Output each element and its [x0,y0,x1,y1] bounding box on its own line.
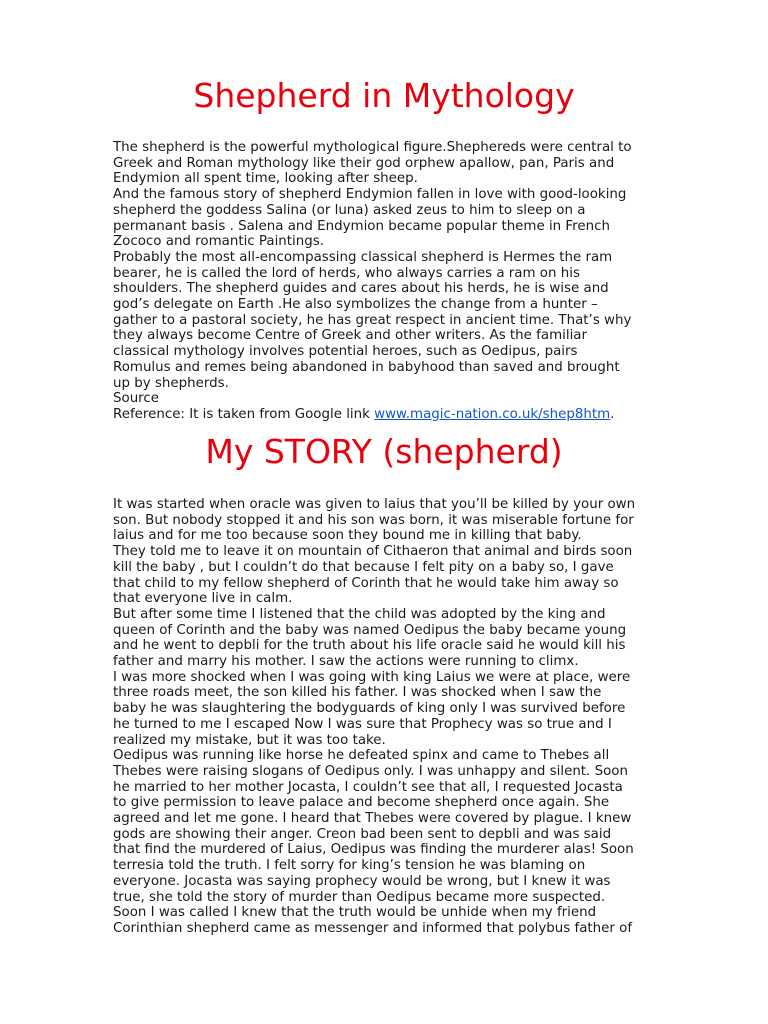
text-line: The shepherd is the powerful mythological figure.Shephereds were central to [113,140,632,155]
text-line: But after some time I listened that the child was adopted by the king and [113,606,606,622]
story-body [113,497,653,937]
text-line: that find the murdered of Laius, Oedipus was finding the murderer alas! Soon [113,842,634,858]
text-line: shepherd the goddess Salina (or luna) asked zeus to him to sleep on a [113,202,586,218]
text-line: up by shepherds. [113,375,229,391]
text-line: true, she told the story of murder than Oedipus became more suspected. [113,889,606,905]
reference-link[interactable]: www.magic-nation.co.uk/shep8htm [374,406,611,422]
text-line: and he went to depbli for the truth about his life oracle said he would kill his [113,638,626,654]
section-title-mythology: Shepherd in Mythology [193,76,575,115]
text-line: Thebes were raising slogans of Oedipus only. I was unhappy and silent. Soon [113,763,628,779]
text-line: I was more shocked when I was going with king Laius we were at place, were [113,669,631,685]
text-line: They told me to leave it on mountain of Cithaeron that animal and birds soon [113,544,633,560]
text-line: Romulus and remes being abandoned in babyhood than saved and brought [113,359,620,375]
text-line: baby he was slaughtering the bodyguards of king only I was survived before [113,701,626,717]
reference-line [113,407,653,423]
text-line: father and marry his mother. I saw the actions were running to climx. [113,654,579,670]
text-line: Endymion all spent time, looking after sheep. [113,171,418,187]
text-line: they always become Centre of Greek and other writers. As the familiar [113,328,588,344]
text-line: permanant basis . Salena and Endymion became popular theme in French [113,218,610,234]
text-line: to give permission to leave palace and become shepherd once again. She [113,795,610,811]
text-line: Soon I was called I knew that the truth would be unhide when my friend [113,905,597,921]
text-line: Source [113,391,159,407]
text-line: queen of Corinth and the baby was named Oedipus the baby became young [113,622,627,638]
text-line: son. But nobody stopped it and his son was born, it was miserable fortune for [113,512,634,528]
text-line: gather to a pastoral society, he has great respect in ancient time. That’s why [113,312,632,328]
section-title-my-story: My STORY (shepherd) [205,432,563,471]
reference-prefix: Reference: It is taken from Google link [113,406,375,422]
mythology-body [113,140,653,423]
text-line: Oedipus was running like horse he defeated spinx and came to Thebes all [113,748,610,764]
text-line: It was started when oracle was given to laius that you’ll be killed by your own [113,497,636,512]
mythology-paragraphs [113,140,653,407]
text-line: Probably the most all-encompassing classical shepherd is Hermes the ram [113,249,613,265]
text-line: bearer, he is called the lord of herds, who always carries a ram on his [113,265,580,281]
text-line: three roads meet, the son killed his father. I was shocked when I saw the [113,685,602,701]
text-line: laius and for me too because soon they bound me in killing that baby. [113,528,582,544]
text-line: Greek and Roman mythology like their god orphew apallow, pan, Paris and [113,155,615,171]
text-line: that child to my fellow shepherd of Corinth that he would take him away so [113,575,619,591]
text-line: he married to her mother Jocasta, I couldn’t see that all, I requested Jocasta [113,779,623,795]
text-line: agreed and let me gone. I heard that Thebes were covered by plague. I knew [113,811,632,827]
text-line: kill the baby , but I couldn’t do that because I felt pity on a baby so, I gave [113,559,614,575]
text-line: And the famous story of shepherd Endymion fallen in love with good-looking [113,187,627,203]
text-line: terresia told the truth. I felt sorry for king’s tension he was blaming on [113,858,586,874]
text-line: god’s delegate on Earth .He also symbolizes the change from a hunter – [113,297,598,313]
reference-suffix: . [610,406,615,422]
text-line: classical mythology involves potential heroes, such as Oedipus, pairs [113,344,578,360]
text-line: shoulders. The shepherd guides and cares about his herds, he is wise and [113,281,609,297]
text-line: Zococo and romantic Paintings. [113,234,324,250]
text-line: gods are showing their anger. Creon bad been sent to depbli and was said [113,826,612,842]
text-line: Corinthian shepherd came as messenger and informed that polybus father of [113,920,633,936]
text-line: that everyone live in calm. [113,591,293,607]
text-line: everyone. Jocasta was saying prophecy would be wrong, but I knew it was [113,873,611,889]
text-line: realized my mistake, but it was too take. [113,732,386,748]
text-line: he turned to me I escaped Now I was sure that Prophecy was so true and I [113,716,612,732]
story-paragraphs [113,497,653,937]
